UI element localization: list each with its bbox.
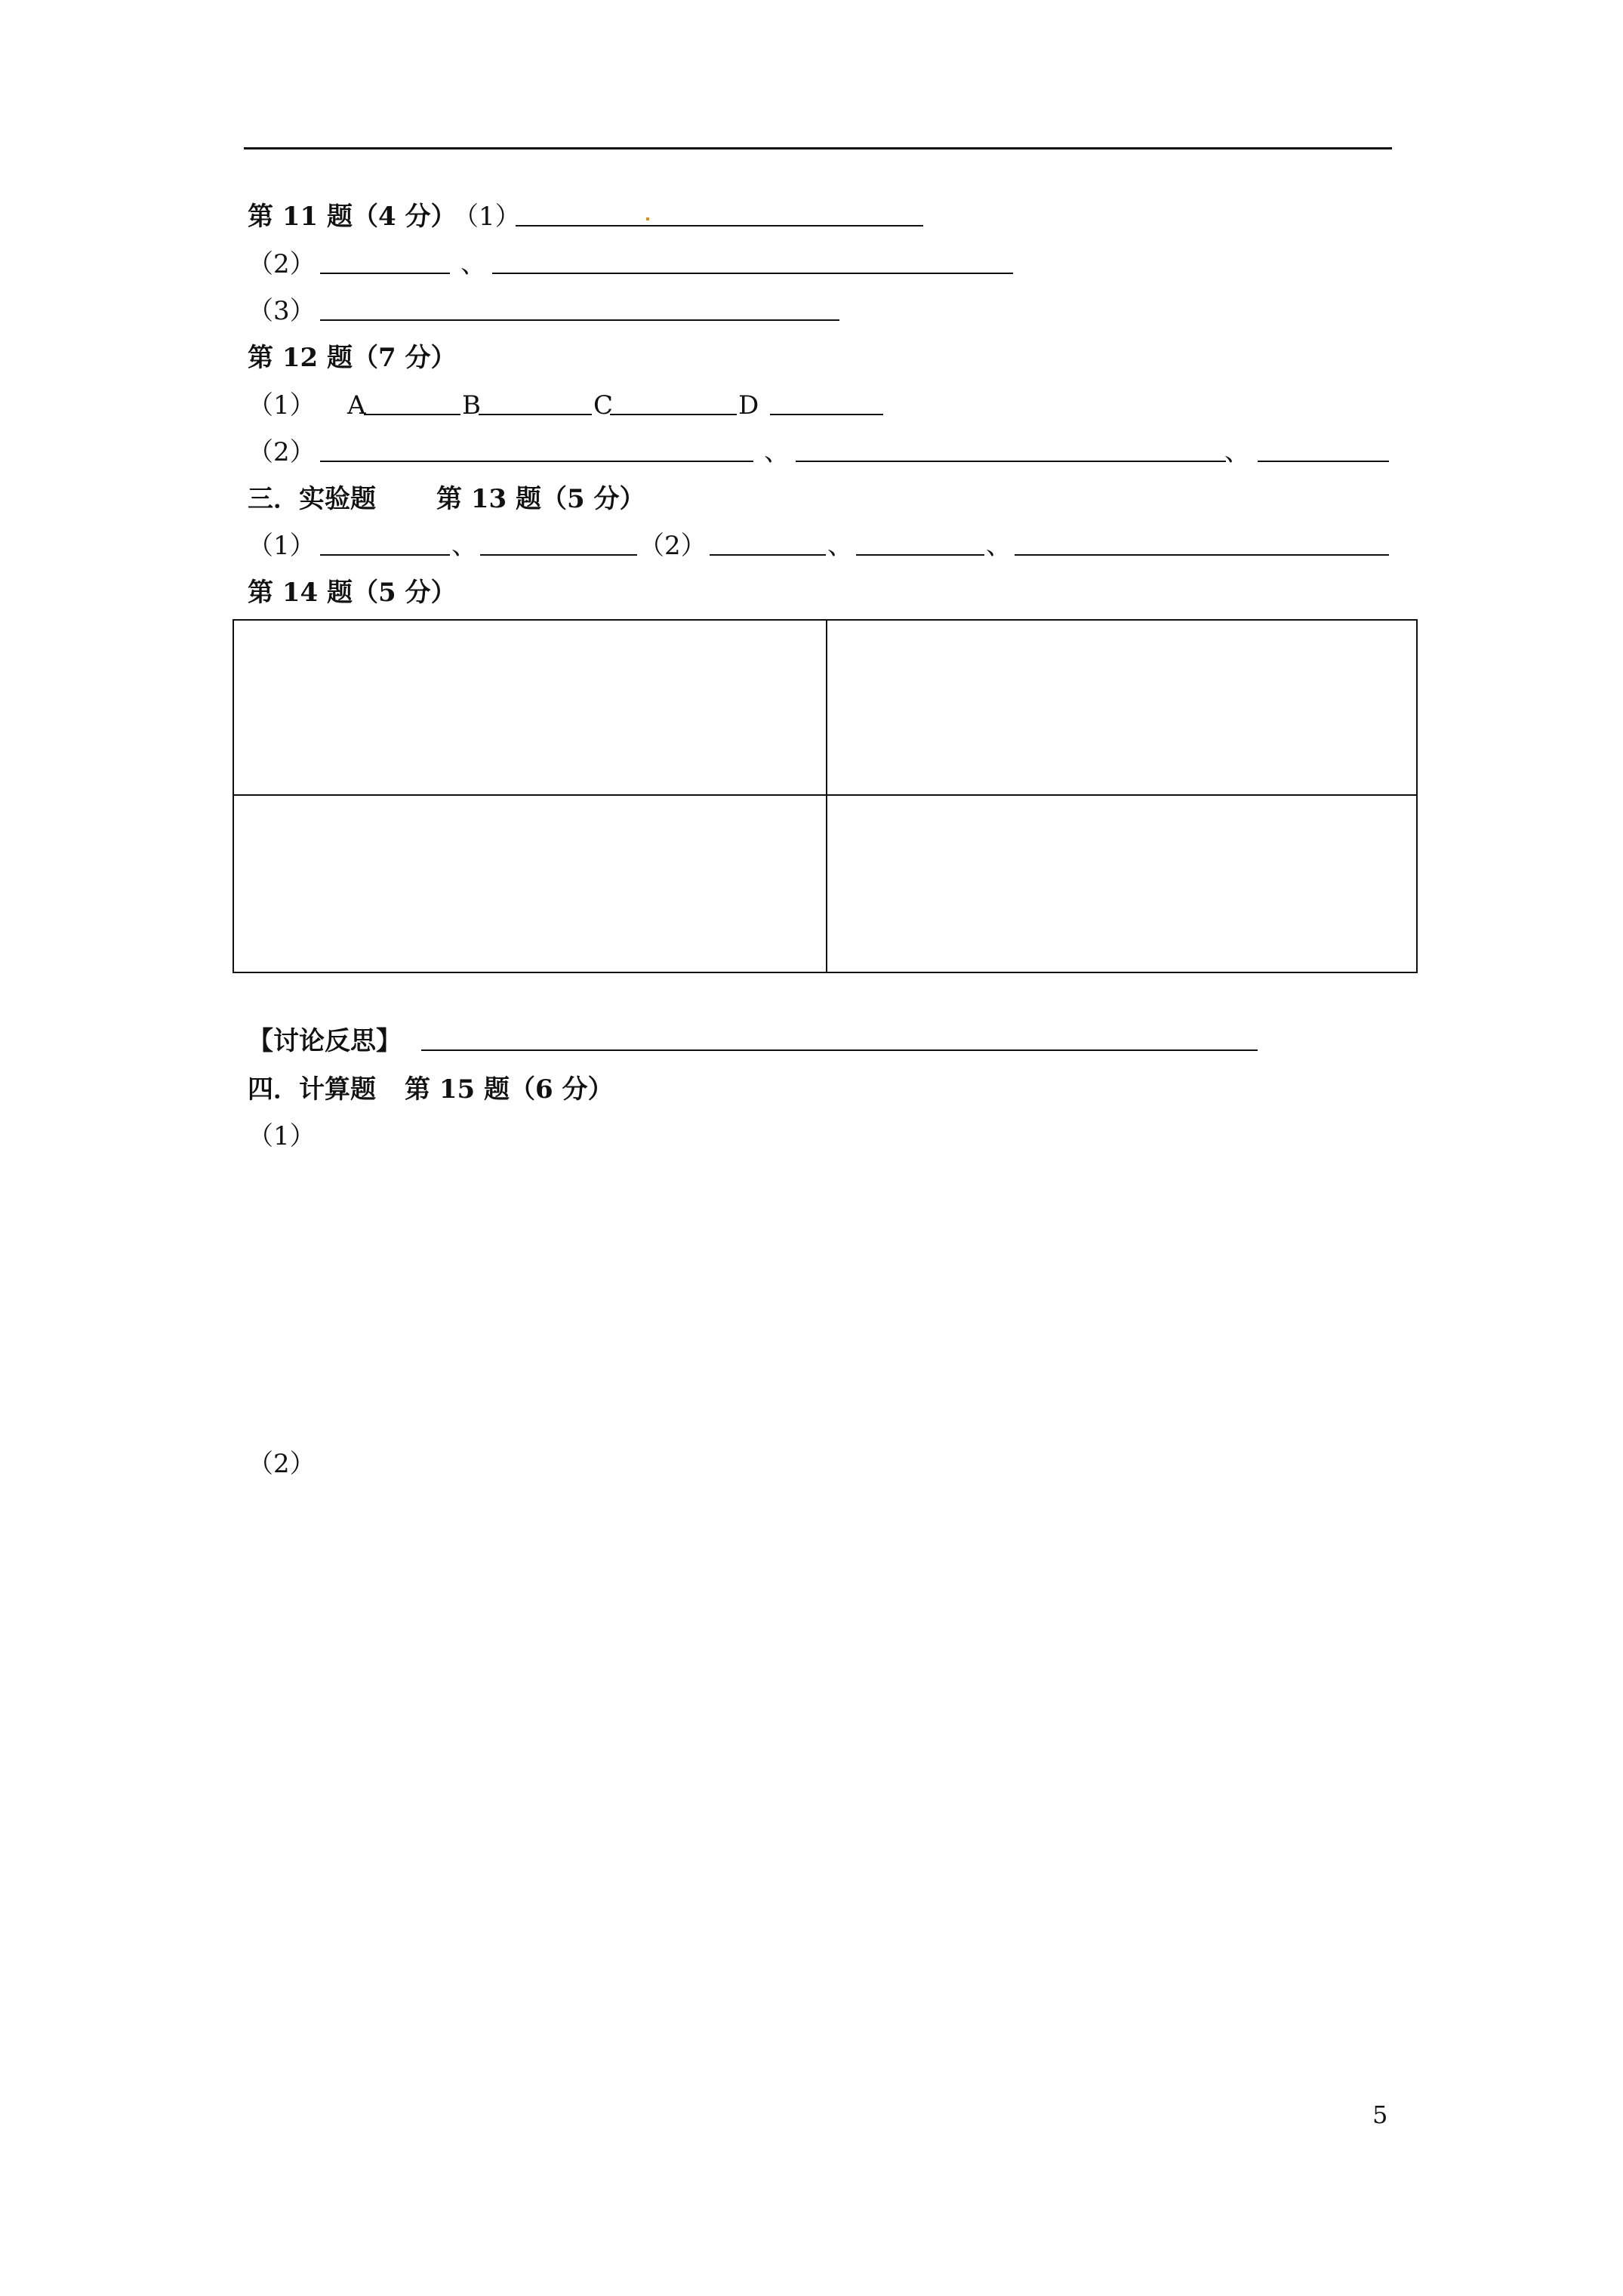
q12-blank-b[interactable]	[479, 414, 592, 415]
q12-option-a: A	[347, 390, 366, 421]
q13-heading: 第 13 题（5 分）	[436, 484, 645, 514]
q12-part1-label: （1）	[248, 390, 316, 421]
q13-part1-blank-2[interactable]	[480, 554, 637, 556]
q12-part2-blank-1[interactable]	[320, 461, 753, 462]
q12-option-d: D	[738, 390, 759, 421]
q12-option-c: C	[593, 390, 614, 421]
q11-part3-label: （3）	[248, 296, 316, 326]
reflection-label: 【讨论反思】	[248, 1026, 402, 1056]
q11-heading: 第 11 题（4 分）	[248, 202, 457, 232]
section4-title: 四．计算题	[248, 1074, 376, 1105]
q13-part1-label: （1）	[248, 531, 316, 561]
q12-part2-blank-2[interactable]	[796, 461, 1226, 462]
q13-part2-blank-2[interactable]	[856, 554, 984, 556]
q15-part1-label: （1）	[248, 1121, 316, 1151]
q14-answer-table	[233, 619, 1418, 973]
q15-part2-label: （2）	[248, 1449, 316, 1479]
q11-part1-label: （1）	[453, 202, 521, 232]
q12-part2-blank-3[interactable]	[1258, 461, 1389, 462]
separator: 、	[827, 531, 853, 561]
reflection-blank[interactable]	[421, 1049, 1258, 1051]
q13-part2-blank-1[interactable]	[710, 554, 826, 556]
q13-part2-blank-3[interactable]	[1015, 554, 1389, 556]
separator: 、	[764, 437, 790, 467]
separator: 、	[1224, 437, 1250, 467]
separator: 、	[460, 249, 486, 279]
q12-blank-a[interactable]	[364, 414, 460, 415]
q13-part1-blank-1[interactable]	[320, 554, 450, 556]
q11-part2-blank-2[interactable]	[492, 273, 1013, 274]
q13-part2-label: （2）	[639, 531, 707, 561]
q12-blank-c[interactable]	[610, 414, 737, 415]
separator: 、	[986, 531, 1012, 561]
q11-part2-label: （2）	[248, 249, 316, 279]
orange-dot-mark	[646, 217, 649, 220]
q11-part1-blank[interactable]	[516, 225, 923, 227]
q14-heading: 第 14 题（5 分）	[248, 578, 457, 608]
q12-part2-label: （2）	[248, 437, 316, 467]
q15-heading: 第 15 题（6 分）	[405, 1074, 614, 1105]
q12-heading: 第 12 题（7 分）	[248, 343, 457, 373]
q11-part2-blank-1[interactable]	[320, 273, 450, 274]
header-rule	[244, 147, 1392, 149]
page-number: 5	[1372, 2100, 1388, 2129]
separator: 、	[451, 531, 477, 561]
q11-part3-blank[interactable]	[320, 319, 839, 321]
table-column-divider	[826, 621, 827, 972]
section3-title: 三．实验题	[248, 484, 376, 514]
table-row-divider	[234, 794, 1416, 796]
q12-option-b: B	[462, 390, 481, 421]
q12-blank-d[interactable]	[770, 414, 883, 415]
